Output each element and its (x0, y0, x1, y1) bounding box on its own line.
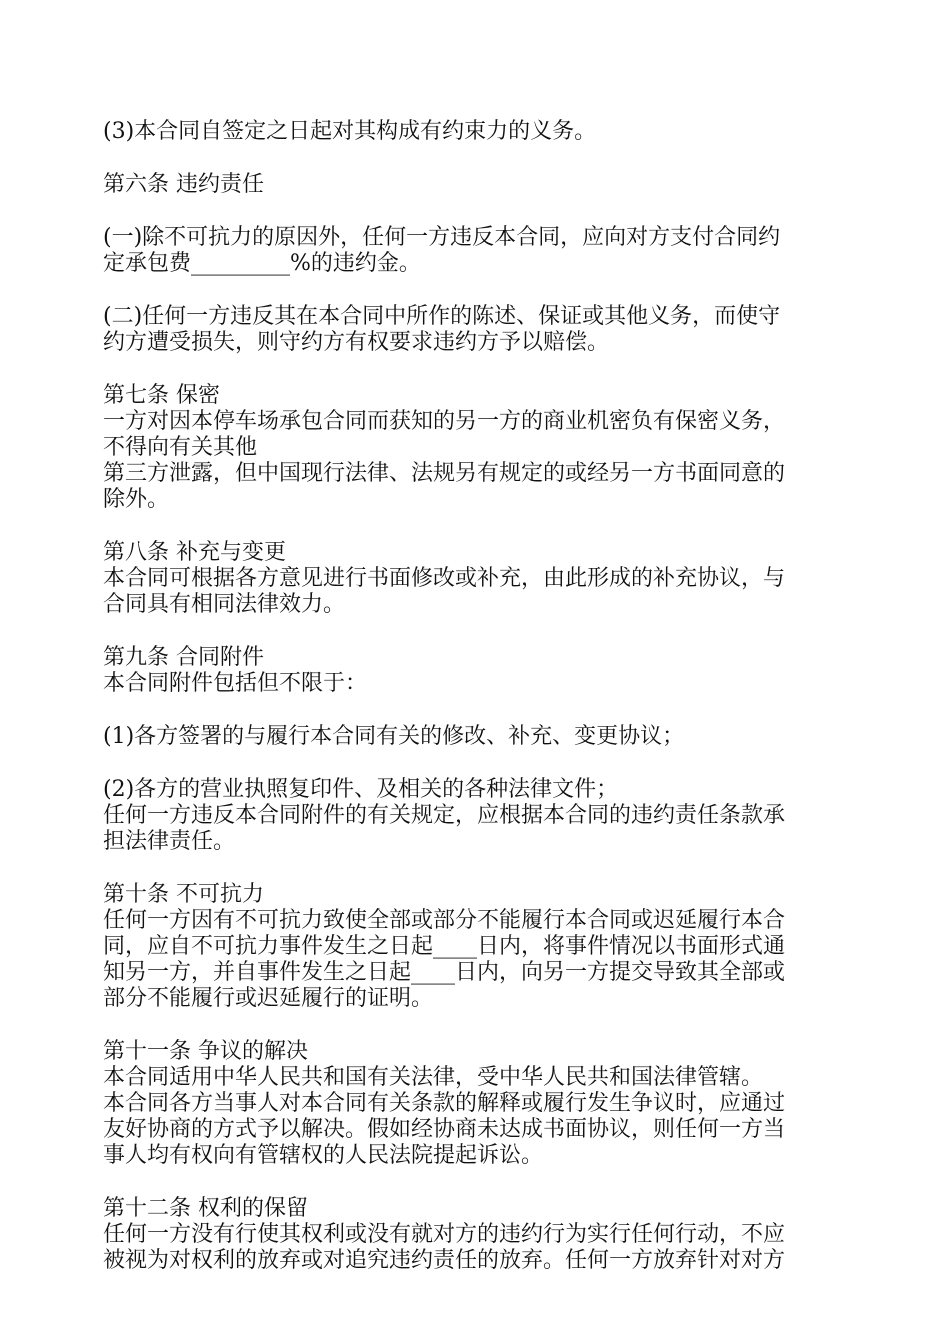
paragraph-gap (103, 855, 855, 882)
text-line: 合同具有相同法律效力。 (103, 592, 346, 617)
text-line: 知另一方，并自事件发生之日起____日内，向另一方提交导致其全部或 (103, 960, 786, 985)
paragraph-gap (103, 1012, 855, 1039)
text-line: 除外。 (103, 487, 170, 512)
text-line: 本合同附件包括但不限于： (103, 671, 368, 696)
text-line: 任何一方没有行使其权利或没有就对方的违约行为实行任何行动，不应 (103, 1222, 786, 1247)
text-line: 任何一方因有不可抗力致使全部或部分不能履行本合同或迟延履行本合 (103, 908, 786, 933)
section-heading: 第十二条 权利的保留 (103, 1196, 308, 1221)
paragraph-gap (103, 198, 855, 225)
text-line: (2)各方的营业执照复印件、及相关的各种法律文件； (103, 777, 619, 802)
section-heading: 第十条 不可抗力 (103, 882, 264, 907)
text-line: (二)任何一方违反其在本合同中所作的陈述、保证或其他义务，而使守 (103, 304, 781, 329)
paragraph-gap (103, 513, 855, 540)
text-line: 事人均有权向有管辖权的人民法院提起诉讼。 (103, 1143, 544, 1168)
text-line: (一)除不可抗力的原因外，任何一方违反本合同，应向对方支付合同约 (103, 225, 781, 250)
text-line: 不得向有关其他 (103, 435, 258, 460)
text-line: (3)本合同自签定之日起对其构成有约束力的义务。 (103, 119, 597, 144)
text-line: 部分不能履行或迟延履行的证明。 (103, 986, 434, 1011)
section-heading: 第十一条 争议的解决 (103, 1039, 308, 1064)
text-line: (1)各方签署的与履行本合同有关的修改、补充、变更协议； (103, 724, 685, 749)
paragraph-gap (103, 618, 855, 645)
section-heading: 第八条 补充与变更 (103, 540, 286, 565)
text-line: 同，应自不可抗力事件发生之日起____日内，将事件情况以书面形式通 (103, 934, 786, 959)
text-line: 一方对因本停车场承包合同而获知的另一方的商业机密负有保密义务， (103, 409, 786, 434)
text-line: 担法律责任。 (103, 829, 236, 854)
paragraph-gap (103, 697, 855, 724)
text-line: 友好协商的方式予以解决。假如经协商未达成书面协议，则任何一方当 (103, 1117, 786, 1142)
paragraph-gap (103, 277, 855, 304)
text-line: 本合同适用中华人民共和国有关法律，受中华人民共和国法律管辖。 (103, 1065, 764, 1090)
paragraph-gap (103, 1169, 855, 1196)
text-line: 本合同各方当事人对本合同有关条款的解释或履行发生争议时，应通过 (103, 1091, 786, 1116)
paragraph-gap (103, 145, 855, 172)
paragraph-gap (103, 356, 855, 383)
section-heading: 第九条 合同附件 (103, 645, 264, 670)
text-line: 约方遭受损失，则守约方有权要求违约方予以赔偿。 (103, 330, 610, 355)
text-line: 第三方泄露，但中国现行法律、法规另有规定的或经另一方书面同意的 (103, 461, 786, 486)
section-heading: 第六条 违约责任 (103, 172, 264, 197)
text-line: 被视为对权利的放弃或对追究违约责任的放弃。任何一方放弃针对对方 (103, 1248, 786, 1273)
paragraph-gap (103, 750, 855, 777)
text-line: 定承包费_________%的违约金。 (103, 251, 421, 276)
section-heading: 第七条 保密 (103, 383, 220, 408)
text-line: 本合同可根据各方意见进行书面修改或补充，由此形成的补充协议，与 (103, 566, 786, 591)
document-page (103, 119, 855, 1274)
text-line: 任何一方违反本合同附件的有关规定，应根据本合同的违约责任条款承 (103, 803, 786, 828)
